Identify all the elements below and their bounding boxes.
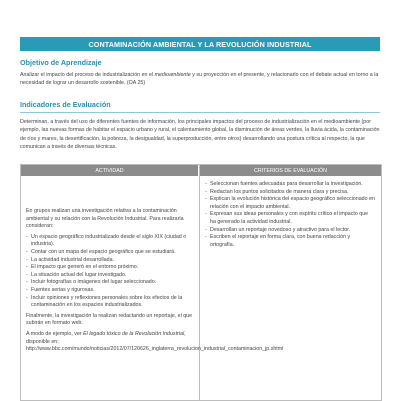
objective-heading: Objetivo de Aprendizaje — [20, 58, 102, 67]
activity-item: - Incluir fotografías o imágenes del lugar seleccionado. — [26, 279, 157, 286]
objective-text-emphasis: medioambiente — [154, 72, 191, 78]
activity-column-header: ACTIVIDAD — [21, 165, 198, 176]
activity-item: - Contar con un mapa del espacio geográfico que se estudiará. — [26, 248, 176, 255]
activity-table — [20, 164, 382, 401]
section-title-bar — [20, 37, 380, 51]
criteria-item: - Explican la evolución histórica del espacio geográfico seleccionado en relación con el impacto ambiental. — [205, 196, 375, 210]
indicators-heading: Indicadores de Evaluación — [20, 100, 111, 109]
section-title: CONTAMINACIÓN AMBIENTAL Y LA REVOLUCIÓN INDUSTRIAL — [88, 39, 312, 49]
criteria-item: - Escriben el reportaje en forma clara, con buena redacción y ortografía. — [205, 234, 351, 248]
criteria-column-header: CRITERIOS DE EVALUACIÓN — [200, 165, 381, 176]
objective-text-start: Analizar el impacto del proceso de industrialización en el — [20, 72, 155, 78]
activity-item: - Un espacio geográfico industrializado desde el siglo XIX (ciudad o industria). — [26, 233, 187, 248]
activity-example-link[interactable]: , disponible en: http://www.bbc.com/mundo/noticias/2012/07/120626_inglaterra_revolucion_industrial_contaminacion_jp.shtml — [26, 330, 284, 353]
activity-example-start: A modo de ejemplo, ver — [26, 330, 84, 337]
criteria-item: - Redactan los puntos solicitados de manera clara y precisa. — [205, 188, 349, 195]
activity-item: - La situación actual del lugar investigado. — [26, 271, 127, 278]
activity-item: - Incluir opiniones y reflexiones personales sobre los efectos de la contaminación en los espacios industrializados. — [26, 294, 183, 309]
criteria-item: - Desarrollan un reportaje novedoso y atractivo para el lector. — [205, 226, 351, 233]
activity-intro: En grupos realizan una investigación relativa a la contaminación ambiental y su relación con la Revolución Industrial. Para realizarla consideran: — [26, 208, 184, 230]
activity-example-source-title: El legado tóxico de la Revolución Industrial — [83, 330, 185, 337]
criteria-column — [205, 181, 375, 249]
activity-final: Finalmente, la investigación la realizan redactando un reportaje, el que subirán en formato web. — [26, 312, 193, 327]
criteria-item: - Expresan sus ideas personales y con espíritu crítico el impacto que ha generado la actividad industrial. — [205, 211, 369, 225]
activity-example — [26, 330, 284, 354]
activity-item: - La actividad industrial desarrollada. — [26, 256, 115, 263]
section-divider — [20, 112, 380, 113]
activity-item: - Fuentes serias y rigurosas. — [26, 286, 95, 293]
indicators-text: Determinan, a través del uso de diferentes fuentes de información, los principales impactos del proceso de industrialización en el medioambiente (por ejemplo, las nuevas formas de habitar el espacio urbano y rural, el calentamiento global, la disminución de áreas verdes, la lluvia ácida, la contaminación de ríos y mares, la desertificación, la pobreza, la desigualdad, la superproducción, entre otros) desarrollando una postura crítica al respecto, la que comunican a través de diversas técnicas. — [20, 119, 380, 151]
column-divider — [199, 165, 200, 400]
criteria-item: - Seleccionan fuentes adecuadas para desarrollar la investigación. — [205, 181, 363, 187]
objective-text-end: y su proyección en el presente, y relacionarlo con el debate actual en torno a la necesidad de lograr un desarrollo sostenible. (OA 25) — [20, 72, 379, 87]
activity-item: - El impacto que generó en el entorno próximo. — [26, 264, 139, 271]
objective-text — [20, 71, 380, 88]
